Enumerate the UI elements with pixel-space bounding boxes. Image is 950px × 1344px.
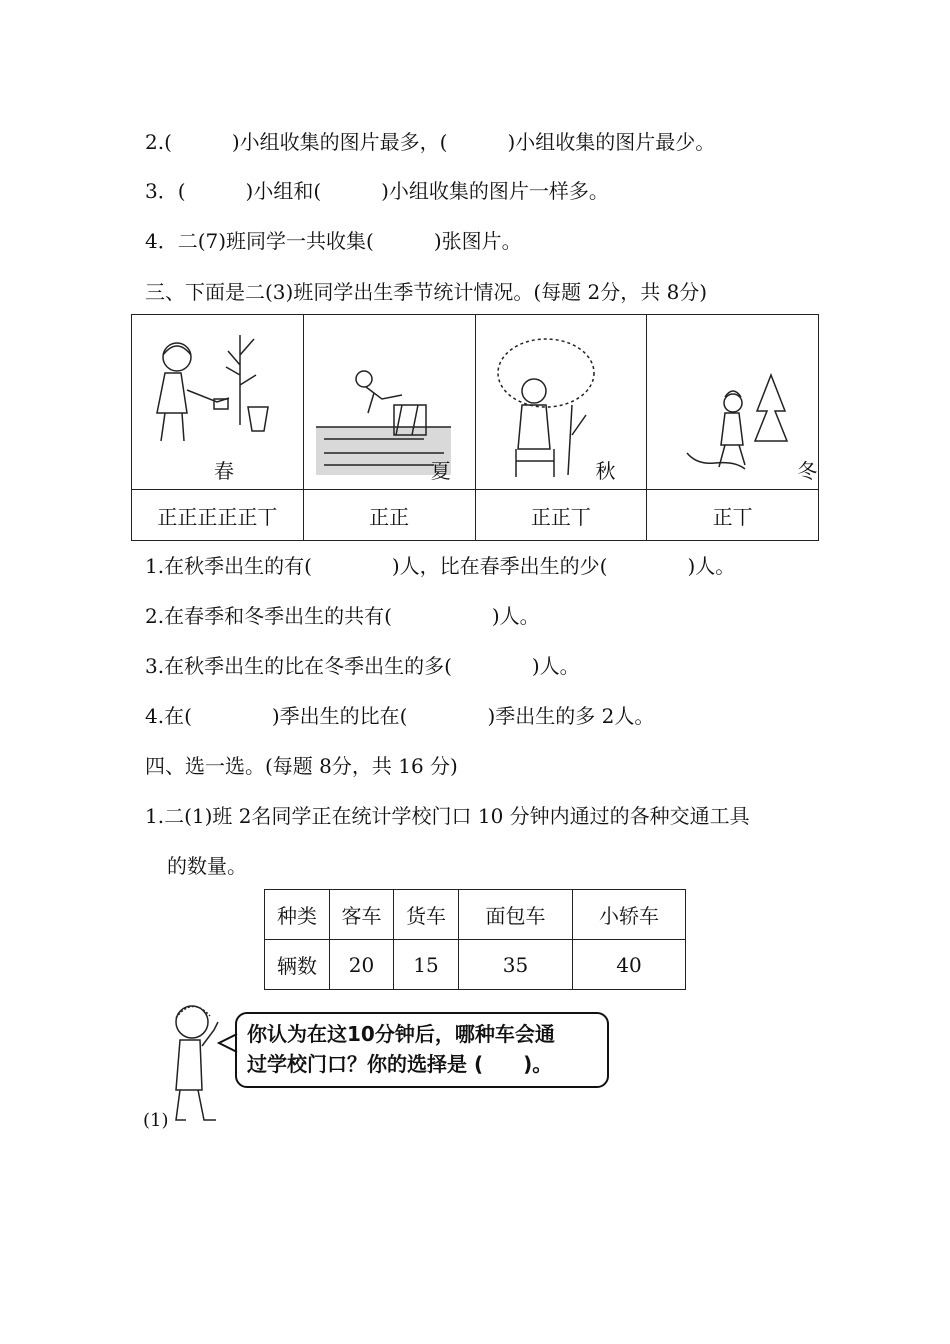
- bubble-line1: 你认为在这10分钟后，哪种车会通: [247, 1022, 555, 1046]
- row-label-count: 辆数: [265, 940, 330, 990]
- header-kind: 种类: [265, 890, 330, 940]
- tally-autumn: 正正丅: [475, 490, 647, 541]
- season-label-summer: 夏: [430, 459, 451, 483]
- section-4-heading: 四、选一选。(每题 8分，共 16 分): [145, 754, 458, 778]
- header-van: 面包车: [459, 890, 573, 940]
- count-truck: 15: [394, 940, 459, 990]
- table-row: [265, 940, 686, 990]
- problem-1-text-line1: 1.二(1)班 2名同学正在统计学校门口 10 分钟内通过的各种交通工具: [145, 804, 750, 828]
- season-label-autumn: 秋: [595, 459, 616, 483]
- question-4-total: 4．二(7)班同学一共收集( )张图片。: [145, 229, 522, 253]
- tally-spring: 正正正正正丅: [132, 490, 304, 541]
- header-truck: 货车: [394, 890, 459, 940]
- tally-summer: 正正: [303, 490, 475, 541]
- header-bus: 客车: [330, 890, 394, 940]
- boy-pointing-icon: [160, 998, 226, 1128]
- bubble-line2: 过学校门口？你的选择是 ( )。: [247, 1052, 553, 1076]
- count-bus: 20: [330, 940, 394, 990]
- count-car: 40: [573, 940, 686, 990]
- count-van: 35: [459, 940, 573, 990]
- winter-illustration-icon: [647, 315, 809, 489]
- season-question-2: 2.在春季和冬季出生的共有( )人。: [145, 604, 540, 628]
- section-3-heading: 三、下面是二(3)班同学出生季节统计情况。(每题 2分，共 8分): [145, 280, 708, 304]
- winter-cell: [647, 315, 819, 490]
- season-question-4: 4.在( )季出生的比在( )季出生的多 2人。: [145, 704, 655, 728]
- problem-1-text-line2: 的数量。: [167, 854, 247, 878]
- speech-bubble: [235, 1012, 609, 1088]
- autumn-cell: [475, 315, 647, 490]
- season-label-spring: 春: [214, 459, 234, 483]
- season-tally-table: [131, 314, 819, 541]
- traffic-count-table: [264, 889, 686, 990]
- tally-winter: 正丅: [647, 490, 819, 541]
- header-car: 小轿车: [573, 890, 686, 940]
- question-3-same: 3．( )小组和( )小组收集的图片一样多。: [145, 179, 609, 203]
- season-question-1: 1.在秋季出生的有( )人，比在春季出生的少( )人。: [145, 554, 736, 578]
- season-question-3: 3.在秋季出生的比在冬季出生的多( )人。: [145, 654, 580, 678]
- spring-cell: [132, 315, 304, 490]
- question-2-most-least: 2.( )小组收集的图片最多，( )小组收集的图片最少。: [145, 130, 716, 154]
- spring-illustration-icon: [132, 315, 292, 489]
- summer-cell: [303, 315, 475, 490]
- sub-question-label: (1): [143, 1110, 169, 1131]
- season-label-winter: 冬: [797, 459, 818, 483]
- table-row: [265, 890, 686, 940]
